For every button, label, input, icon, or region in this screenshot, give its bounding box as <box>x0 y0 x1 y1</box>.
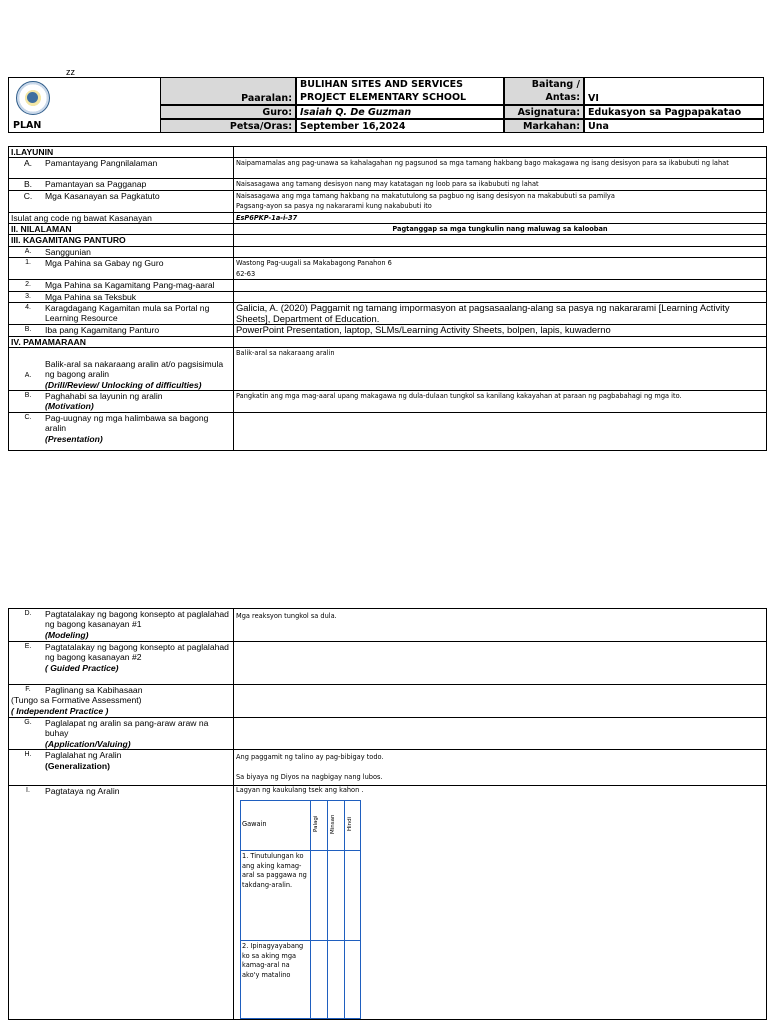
header-table <box>8 77 764 133</box>
row-letter: B. <box>23 179 33 190</box>
row-letter: A. <box>24 247 32 255</box>
markahan-label: Markahan: <box>504 119 584 133</box>
row-sub: (Motivation) <box>45 401 94 412</box>
checklist-header-palagi: Palagi <box>311 800 328 850</box>
layunin-b-value: Naisasagawa ang tamang desisyon nang may katatagan ng loob para sa ikabubuti ng lahat <box>234 179 767 190</box>
checklist-header-hindi: Hindi <box>345 800 361 850</box>
checklist-table <box>240 800 361 1019</box>
row-label: Mga Pahina sa Teksbuk <box>45 291 137 302</box>
layunin-c-line1: Naisasagawa ang mga tamang hakbang na makatutulong sa pagbuo ng isang desisyon na makabubuti sa pamilya <box>236 191 615 200</box>
checklist-header-gawain: Gawain <box>241 800 311 850</box>
pamamaraan-a-row <box>9 348 234 391</box>
kagamitan-3-row <box>9 291 234 302</box>
checkbox-palagi[interactable] <box>311 940 328 1018</box>
pamamaraan-d-row <box>9 609 234 642</box>
row-letter: A. <box>24 371 32 379</box>
row-sub: (Drill/Review/ Unlocking of difficulties) <box>45 379 202 390</box>
kagamitan-2-row <box>9 280 234 291</box>
pamamaraan-b-value: Pangkatin ang mga mag-aaral upang makagawa ng dula-dulaan tungkol sa kanilang kakayahan at paraan ng pagbabahagi ng mga ito. <box>234 391 767 413</box>
asignatura-value: Edukasyon sa Pagpapakatao <box>584 105 764 119</box>
markahan-value: Una <box>584 119 764 133</box>
pamamaraan-i-value <box>234 786 767 1020</box>
layunin-c-row <box>9 190 234 212</box>
pamamaraan-h-line2: Sa biyaya ng Diyos na nagbigay nang lubos. <box>236 772 383 781</box>
checkbox-minsan[interactable] <box>328 940 345 1018</box>
checklist-row-2: 2. Ipinagyayabang ko sa aking mga kamag-aral na ako'y matalino <box>241 940 311 1018</box>
kagamitan-1-line2: 62-63 <box>236 269 256 278</box>
checkbox-hindi[interactable] <box>345 850 361 940</box>
plan-label: PLAN <box>13 120 42 131</box>
pamamaraan-f-row <box>9 685 234 718</box>
row-label: Mga Pahina sa Kagamitang Pang-mag-aaral <box>45 280 215 291</box>
baitang-value: VI <box>584 77 764 105</box>
pamamaraan-i-instruction: Lagyan ng kaukulang tsek ang kahon . <box>236 786 364 795</box>
layunin-a-value: Naipamamalas ang pag-unawa sa kahalagahan ng pagsunod sa mga tamang hakbang bago makagawa ng isang desisyon para sa ikabubuti ng lahat <box>234 158 767 179</box>
paaralan-label: Paaralan: <box>160 77 296 105</box>
section-layunin: I.LAYUNIN <box>9 147 234 158</box>
kagamitan-4-value: Galicia, A. (2020) Paggamit ng tamang impormasyon at pagsasaalang-alang sa pasya ng nakararami [Learning Activity Sheets], Department of Education. <box>234 303 767 325</box>
row-letter: C. <box>23 190 33 201</box>
guro-label: Guro: <box>160 105 296 119</box>
lesson-plan-table <box>8 146 767 451</box>
checkbox-minsan[interactable] <box>328 850 345 940</box>
checkbox-hindi[interactable] <box>345 940 361 1018</box>
kagamitan-b-row <box>9 325 234 336</box>
kagamitan-1-row <box>9 258 234 280</box>
row-letter: 4. <box>25 304 31 312</box>
row-label: Paglalapat ng aralin sa pang-araw araw na buhay <box>45 718 209 739</box>
row-sub: (Generalization) <box>45 760 110 771</box>
guro-value: Isaiah Q. De Guzman <box>296 105 504 119</box>
nilalaman-value: Pagtanggap sa mga tungkulin nang maluwag sa kalooban <box>234 224 767 235</box>
layunin-b-row <box>9 179 234 190</box>
pamamaraan-b-row <box>9 391 234 413</box>
row-label: Karagdagang Kagamitan mula sa Portal ng Learning Resource <box>45 303 210 324</box>
row-letter: 1. <box>25 259 31 267</box>
row-letter: E. <box>24 643 32 650</box>
row-letter: 3. <box>25 292 31 300</box>
code-value: EsP6PKP-1a-i-37 <box>234 212 767 223</box>
checklist-header-minsan: Minsan <box>328 800 345 850</box>
pamamaraan-h-row <box>9 750 234 786</box>
pamamaraan-h-value <box>234 750 767 786</box>
layunin-c-line2: Pagsang-ayon sa pasya ng nakararami kung nakabubuti ito <box>236 202 432 211</box>
checklist-row-1: 1. Tinutulungan ko ang aking kamag-aral sa paggawa ng takdang-aralin. <box>241 850 311 940</box>
row-label: Mga Kasanayan sa Pagkatuto <box>45 190 160 201</box>
layunin-c-value <box>234 190 767 212</box>
section-pamamaraan: IV. PAMAMARAAN <box>9 336 234 347</box>
row-label: Iba pang Kagamitang Panturo <box>45 325 160 336</box>
kagamitan-1-value <box>234 258 767 280</box>
petsa-label: Petsa/Oras: <box>160 119 296 133</box>
row-label: Mga Pahina sa Gabay ng Guro <box>45 258 164 269</box>
row-letter: B. <box>24 392 32 400</box>
row-letter: G. <box>24 719 32 726</box>
page-mark: zz <box>66 67 75 77</box>
row-label: Pagtataya ng Aralin <box>45 786 120 797</box>
row-letter: D. <box>24 610 32 617</box>
code-label: Isulat ang code ng bawat Kasanayan <box>9 212 234 223</box>
paaralan-value: BULIHAN SITES AND SERVICES PROJECT ELEMENTARY SCHOOL <box>296 77 504 105</box>
checkbox-palagi[interactable] <box>311 850 328 940</box>
row-letter: H. <box>24 751 32 759</box>
row-sub: ( Independent Practice ) <box>11 705 109 716</box>
pamamaraan-h-line1: Ang paggamit ng talino ay pag-bibigay todo. <box>236 753 384 762</box>
row-label: Balik-aral sa nakaraang aralin at/o pagsisimula ng bagong aralin <box>45 358 224 380</box>
row-label: Sanggunian <box>45 246 91 257</box>
row-letter: F. <box>25 686 31 693</box>
row-label-2: (Tungo sa Formative Assessment) <box>11 695 142 706</box>
pamamaraan-a-value: Balik-aral sa nakaraang aralin <box>234 348 767 391</box>
row-letter: 2. <box>25 281 31 289</box>
petsa-value: September 16,2024 <box>296 119 504 133</box>
row-label: Paglalahat ng Aralin <box>45 750 122 761</box>
row-sub: (Application/Valuing) <box>45 738 131 749</box>
row-label: Pamantayang Pangnilalaman <box>45 158 158 169</box>
lesson-plan-table-continued <box>8 608 767 1020</box>
pamamaraan-i-row <box>9 786 234 1020</box>
pamamaraan-g-row <box>9 718 234 750</box>
pamamaraan-e-row <box>9 642 234 685</box>
deped-seal-icon <box>16 81 50 115</box>
kagamitan-b-value: PowerPoint Presentation, laptop, SLMs/Learning Activity Sheets, bolpen, lapis, kuwaderno <box>234 325 767 336</box>
asignatura-label: Asignatura: <box>504 105 584 119</box>
kagamitan-4-row <box>9 303 234 325</box>
row-letter: C. <box>24 413 32 421</box>
row-label: Paglinang sa Kabihasaan <box>45 685 143 695</box>
row-sub: ( Guided Practice) <box>45 662 119 673</box>
baitang-label: Baitang / Antas: <box>504 77 584 105</box>
row-label: Pagtatalakay ng bagong konsepto at paglalahad ng bagong kasanayan #2 <box>45 642 229 663</box>
row-label: Pag-uugnay ng mga halimbawa sa bagong aralin <box>45 412 209 434</box>
pamamaraan-c-row <box>9 412 234 450</box>
row-letter: B. <box>24 326 32 334</box>
pamamaraan-d-value: Mga reaksyon tungkol sa dula. <box>234 609 767 642</box>
row-sub: (Modeling) <box>45 629 89 640</box>
kagamitan-a-row <box>9 246 234 257</box>
row-sub: (Presentation) <box>45 433 103 444</box>
row-letter: I. <box>26 787 30 795</box>
logo-cell <box>8 77 160 133</box>
layunin-a-row <box>9 158 234 179</box>
row-label: Pagtatalakay ng bagong konsepto at paglalahad ng bagong kasanayan #1 <box>45 609 229 630</box>
row-letter: A. <box>23 158 33 169</box>
row-label: Paghahabi sa layunin ng aralin <box>45 391 163 402</box>
kagamitan-1-line1: Wastong Pag-uugali sa Makabagong Panahon 6 <box>236 259 392 268</box>
section-nilalaman: II. NILALAMAN <box>9 224 234 235</box>
row-label: Pamantayan sa Pagganap <box>45 179 147 190</box>
section-kagamitan: III. KAGAMITANG PANTURO <box>9 235 234 246</box>
